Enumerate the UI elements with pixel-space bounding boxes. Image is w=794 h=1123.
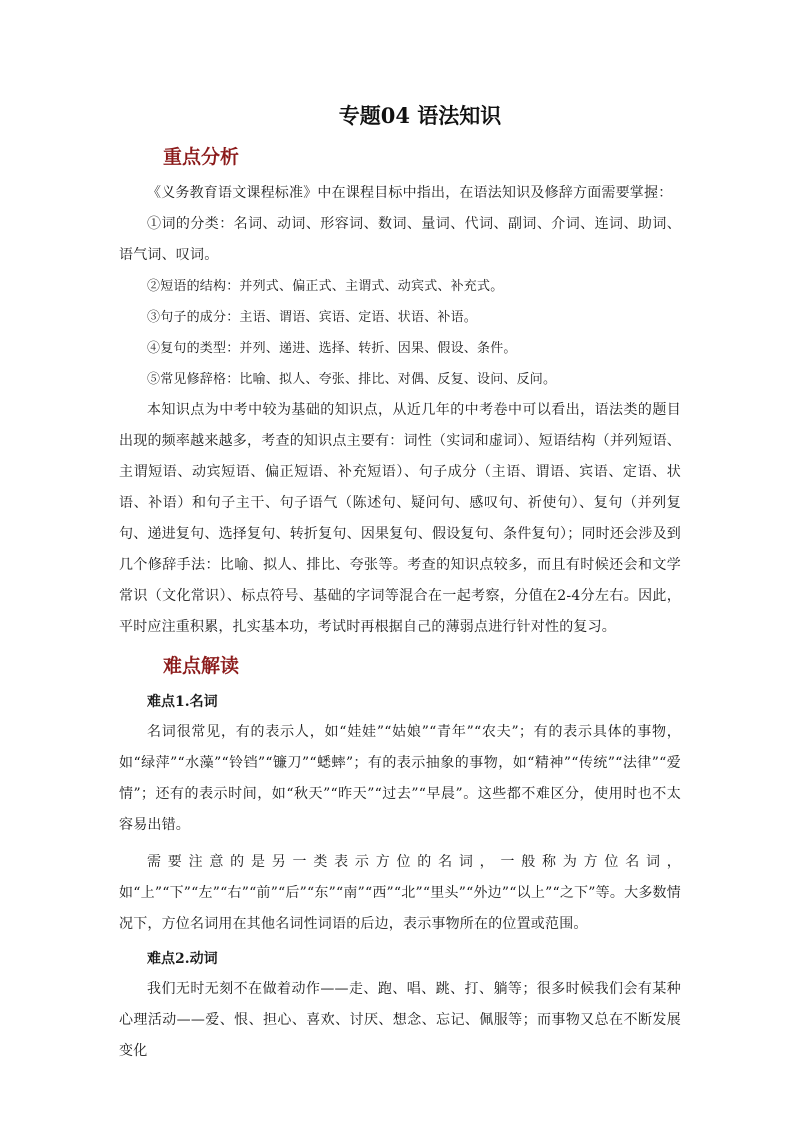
analysis-summary: 本知识点为中考中较为基础的知识点，从近几年的中考卷中可以看出，语法类的题目出现的频率越来越多，考查的知识点主要有：词性（实词和虚词）、短语结构（并列短语、主谓短语、动宾短语、偏正短语、补充短语）、句子成分（主语、谓语、宾语、定语、状语、补语）和句子主干、句子语气（陈述句、疑问句、感叹句、祈使句）、复句（并列复句、递进复句、选择复句、转折复句、因果复句、假设复句、条件复句）；同时还会涉及到几个修辞手法：比喻、拟人、排比、夸张等。考查的知识点较多，而且有时候还会和文学常识（文化常识）、标点符号、基础的字词等混合在一起考察，分值在2-4分左右。因此，平时应注重积累，扎实基本功，考试时再根据自己的薄弱点进行针对性的复习。 — [119, 402, 681, 635]
difficulty-point-2-title: 难点2.动词 — [147, 951, 218, 967]
section-heading-analysis: 重点分析 — [163, 146, 240, 168]
analysis-intro: 《义务教育语文课程标准》中在课程目标中指出，在语法知识及修辞方面需要掌握： — [147, 185, 673, 201]
analysis-item-2: ②短语的结构：并列式、偏正式、主谓式、动宾式、补充式。 — [147, 279, 504, 294]
analysis-item-4: ④复句的类型：并列、递进、选择、转折、因果、假设、条件。 — [147, 341, 517, 356]
difficulty-point-1-paragraph-2: 需要注意的是另一类表示方位的名词，一般称为方位名词，如“上”“下”“左”“右”“前”“后”“东”“南”“西”“北”“里头”“外边”“以上”“之下”等。大多数情况下，方位名词用在其他名词性词语的后边，表示事物所在的位置或范围。 — [119, 854, 681, 932]
section-heading-difficulty: 难点解读 — [163, 655, 240, 677]
difficulty-point-1-paragraph-1: 名词很常见，有的表示人，如“娃娃”“姑娘”“青年”“农夫”；有的表示具体的事物，如“绿萍”“水藻”“铃铛”“镰刀”“蟋蟀”；有的表示抽象的事物，如“精神”“传统”“法律”“爱情”；还有的表示时间，如“秋天”“昨天”“过去”“早晨”。这些都不难区分，使用时也不太容易出错。 — [119, 724, 681, 833]
analysis-item-3: ③句子的成分：主语、谓语、宾语、定语、状语、补语。 — [147, 310, 478, 325]
analysis-item-5: ⑤常见修辞格：比喻、拟人、夸张、排比、对偶、反复、设问、反问。 — [147, 372, 557, 387]
difficulty-point-1-title: 难点1.名词 — [147, 694, 218, 710]
analysis-item-1: ①词的分类：名词、动词、形容词、数词、量词、代词、副词、介词、连词、助词、语气词、叹词。 — [119, 216, 681, 263]
document-page — [119, 100, 681, 1067]
document-title: 专题04 语法知识 — [338, 103, 502, 128]
difficulty-point-2-paragraph-1: 我们无时无刻不在做着动作——走、跑、唱、跳、打、躺等；很多时候我们会有某种心理活动——爱、恨、担心、喜欢、讨厌、想念、忘记、佩服等；而事物又总在不断发展变化 — [119, 981, 681, 1059]
